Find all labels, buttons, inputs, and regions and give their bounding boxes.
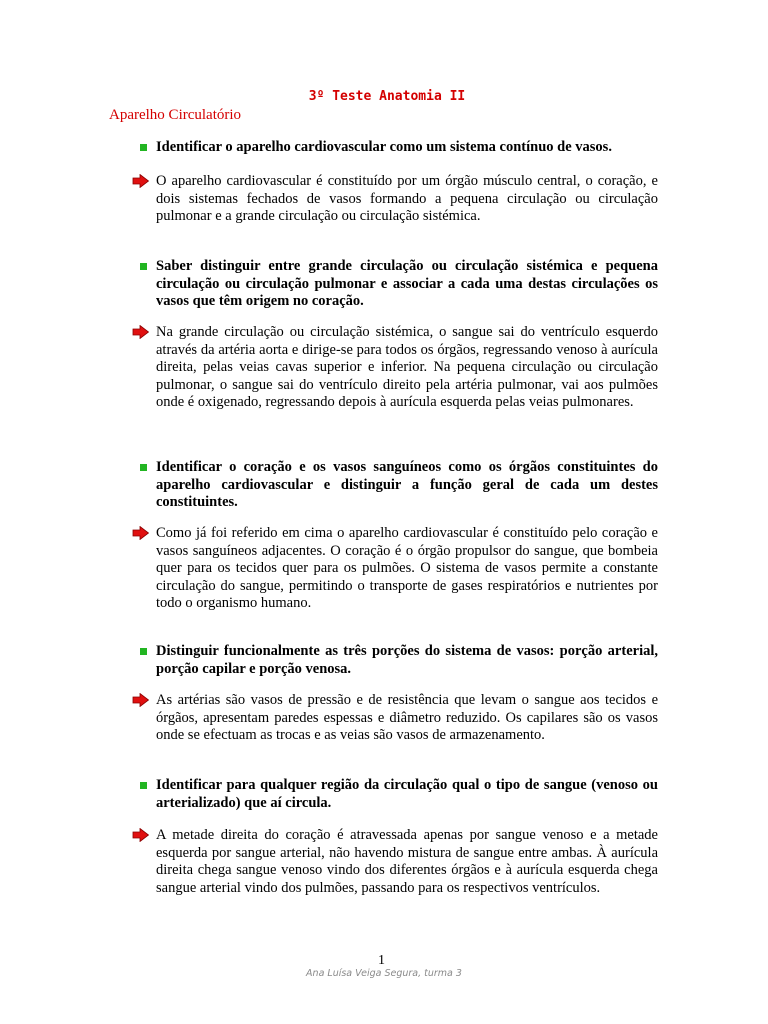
question-block: [136, 459, 658, 512]
question-item: [136, 777, 658, 812]
answer-text: As artérias são vasos de pressão e de resistência que levam o sangue aos tecidos e órgãos, apresentam paredes espessas e diâmetro reduzido. Os capilares são os vasos onde se efectuam as trocas e as veias são vasos de armazenamento.: [156, 692, 658, 744]
question-item: [136, 258, 658, 311]
red-arrow-icon: [132, 693, 149, 707]
answer-block: [136, 692, 658, 745]
red-arrow-icon: [132, 325, 149, 339]
page-number: 1: [378, 953, 385, 968]
answer-item: [136, 173, 658, 226]
green-square-bullet-icon: [140, 782, 147, 789]
answer-block: [136, 525, 658, 613]
section-title: Aparelho Circulatório: [109, 107, 242, 123]
answer-item: [136, 692, 658, 745]
answer-text: O aparelho cardiovascular é constituído por um órgão músculo central, o coração, e dois sistemas fechados de vasos formando a pequena circulação ou circulação pulmonar e a grande circulação ou circulação sistémica.: [156, 173, 658, 225]
question-text: Saber distinguir entre grande circulação ou circulação sistémica e pequena circulação ou circulação pulmonar e associar a cada uma destas circulações os vasos que têm origem no coração.: [156, 258, 658, 309]
red-arrow-icon: [132, 828, 149, 842]
question-text: Identificar o coração e os vasos sanguíneos como os órgãos constituintes do aparelho cardiovascular e distinguir a função geral de cada um destes constituintes.: [156, 459, 658, 510]
answer-block: [136, 324, 658, 412]
question-block: [136, 643, 658, 678]
question-block: [136, 139, 658, 157]
green-square-bullet-icon: [140, 464, 147, 471]
answer-text: Na grande circulação ou circulação sistémica, o sangue sai do ventrículo esquerdo através da artéria aorta e dirige-se para todos os órgãos, regressando venoso à aurícula direita, pelas veias cavas superior e inferior. Na pequena circulação ou circulação pulmonar, o sangue sai do ventrículo direito pela artéria pulmonar, vai aos pulmões onde é oxigenado, regressando depois à aurícula esquerda pelas veias pulmonares.: [156, 324, 658, 411]
question-block: [136, 777, 658, 812]
answer-item: [136, 525, 658, 613]
answer-item: [136, 827, 658, 897]
answer-text: A metade direita do coração é atravessada apenas por sangue venoso e a metade esquerda por sangue arterial, não havendo mistura de sangue entre ambas. À aurícula direita chega sangue venoso vindo dos diferentes órgãos e à aurícula esquerda chega sangue arterial vindo dos pulmões, passando para os respectivos ventrículos.: [156, 827, 658, 896]
green-square-bullet-icon: [140, 144, 147, 151]
question-text: Identificar para qualquer região da circulação qual o tipo de sangue (venoso ou arterializado) que aí circula.: [156, 777, 658, 811]
answer-block: [136, 173, 658, 226]
document-title: 3º Teste Anatomia II: [308, 89, 466, 104]
answer-block: [136, 827, 658, 897]
green-square-bullet-icon: [140, 263, 147, 270]
question-item: [136, 139, 658, 157]
question-item: [136, 459, 658, 512]
green-square-bullet-icon: [140, 648, 147, 655]
question-block: [136, 258, 658, 311]
footer-author: Ana Luísa Veiga Segura, turma 3: [306, 968, 462, 979]
red-arrow-icon: [132, 174, 149, 188]
question-text: Distinguir funcionalmente as três porções do sistema de vasos: porção arterial, porção capilar e porção venosa.: [156, 643, 658, 677]
answer-text: Como já foi referido em cima o aparelho cardiovascular é constituído pelo coração e vasos sanguíneos adjacentes. O coração é o órgão propulsor do sangue, que bombeia quer para os tecidos quer para os pulmões. O sistema de vasos permite a constante circulação do sangue, permitindo o transporte de gases respiratórios e nutrientes por todo o organismo humano.: [156, 525, 658, 612]
question-text: Identificar o aparelho cardiovascular como um sistema contínuo de vasos.: [156, 139, 612, 155]
answer-item: [136, 324, 658, 412]
red-arrow-icon: [132, 526, 149, 540]
question-item: [136, 643, 658, 678]
